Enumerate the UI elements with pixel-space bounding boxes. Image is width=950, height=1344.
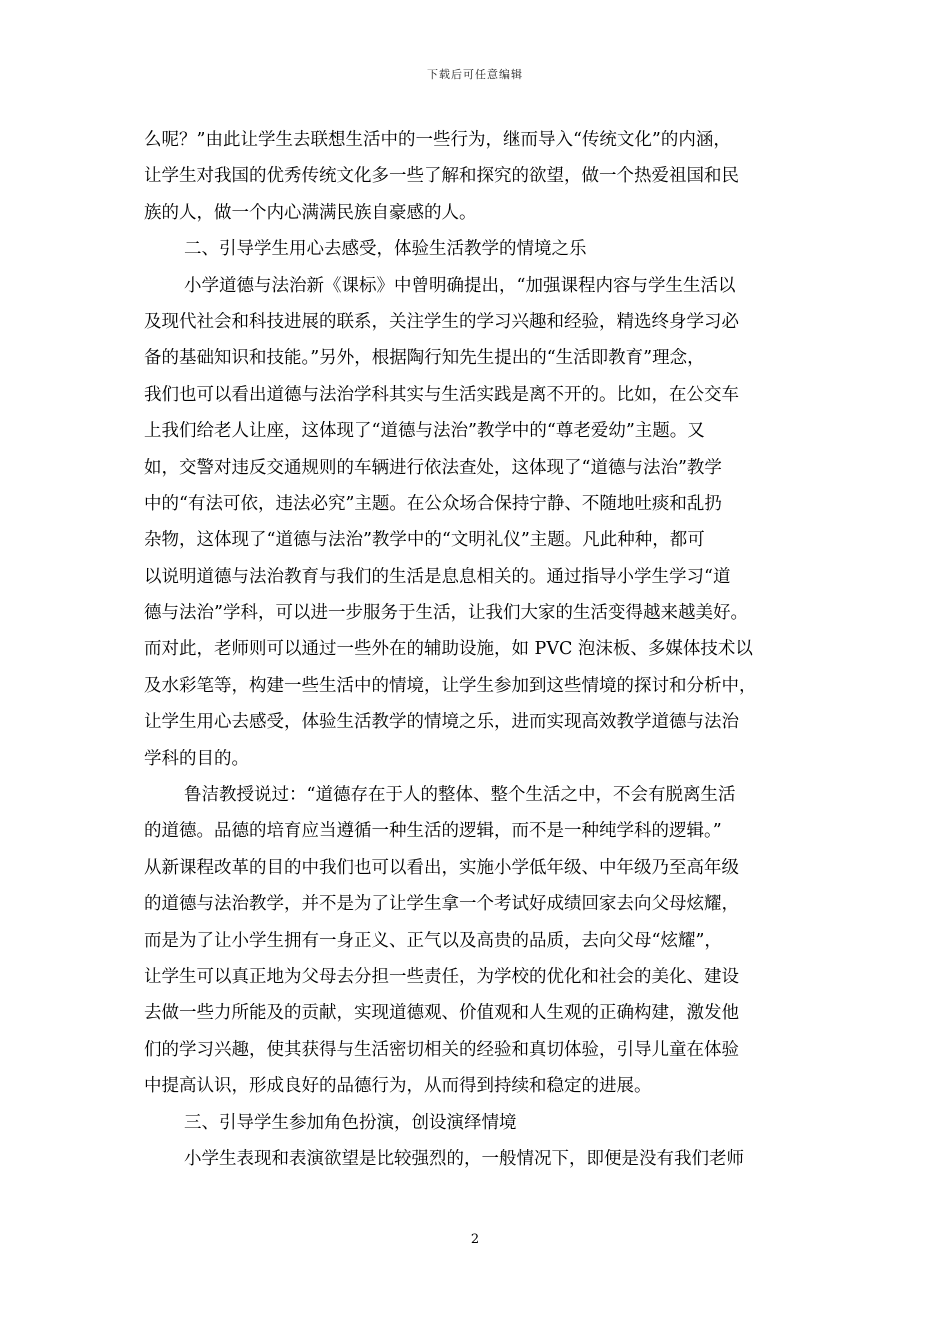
- text-line: 如，交警对违反交通规则的车辆进行依法查处，这体现了“道德与法治”教学: [144, 457, 722, 478]
- text-line: 的道德与法治教学，并不是为了让学生拿一个考试好成绩回家去向父母炫耀，: [144, 894, 739, 915]
- page-header: 下载后可任意编辑: [427, 68, 523, 81]
- text-line: 们的学习兴趣，使其获得与生活密切相关的经验和真切体验，引导儿童在体验: [144, 1039, 739, 1060]
- page-number: 2: [470, 1232, 480, 1247]
- text-line: 二、引导学生用心去感受，体验生活教学的情境之乐: [184, 239, 587, 260]
- text-line: 让学生可以真正地为父母去分担一些责任，为学校的优化和社会的美化、建设: [144, 966, 739, 987]
- text-line: 么呢？”由此让学生去联想生活中的一些行为，继而导入“传统文化”的内涵，: [144, 130, 731, 150]
- text-line: 小学生表现和表演欲望是比较强烈的，一般情况下，即便是没有我们老师: [184, 1148, 744, 1169]
- text-line: 让学生对我国的优秀传统文化多一些了解和探究的欲望，做一个热爱祖国和民: [144, 166, 739, 187]
- text-line: 德与法治”学科，可以进一步服务于生活，让我们大家的生活变得越来越美好。: [144, 603, 748, 624]
- text-line: 备的基础知识和技能。”另外，根据陶行知先生提出的“生活即教育”理念，: [144, 348, 705, 369]
- text-line: 的道德。品德的培育应当遵循一种生活的逻辑，而不是一种纯学科的逻辑。”: [144, 821, 722, 842]
- text-line: 我们也可以看出道德与法治学科其实与生活实践是离不开的。比如，在公交车: [144, 384, 739, 405]
- text-line: 学科的目的。: [144, 748, 249, 769]
- text-line: 从新课程改革的目的中我们也可以看出，实施小学低年级、中年级乃至高年级: [144, 857, 739, 878]
- text-line: 鲁洁教授说过：“道德存在于人的整体、整个生活之中，不会有脱离生活: [184, 785, 736, 806]
- text-line: 中的“有法可依，违法必究”主题。在公众场合保持宁静、不随地吐痰和乱扔: [144, 493, 722, 514]
- text-line: 让学生用心去感受，体验生活教学的情境之乐，进而实现高效教学道德与法治: [144, 712, 739, 733]
- text-line: 杂物，这体现了“道德与法治”教学中的“文明礼仪”主题。凡此种种，都可: [144, 530, 705, 551]
- text-line: 及水彩笔等，构建一些生活中的情境，让学生参加到这些情境的探讨和分析中，: [144, 675, 757, 696]
- text-line: 去做一些力所能及的贡献，实现道德观、价值观和人生观的正确构建，激发他: [144, 1003, 739, 1024]
- text-line: 小学道德与法治新《课标》中曾明确提出，“加强课程内容与学生生活以: [184, 275, 736, 296]
- text-line: 三、引导学生参加角色扮演，创设演绎情境: [184, 1112, 517, 1133]
- text-line: 族的人，做一个内心满满民族自豪感的人。: [144, 202, 477, 223]
- text-line: 以说明道德与法治教育与我们的生活是息息相关的。通过指导小学生学习“道: [144, 566, 731, 587]
- text-line: 中提高认识，形成良好的品德行为，从而得到持续和稳定的进展。: [144, 1076, 652, 1097]
- text-line: 而对此，老师则可以通过一些外在的辅助设施，如 PVC 泡沫板、多媒体技术以: [144, 639, 753, 660]
- document-body: [144, 122, 808, 1177]
- text-line: 上我们给老人让座，这体现了“道德与法治”教学中的“尊老爱幼”主题。又: [144, 421, 705, 442]
- text-line: 及现代社会和科技进展的联系，关注学生的学习兴趣和经验，精选终身学习必: [144, 311, 739, 332]
- text-line: 而是为了让小学生拥有一身正义、正气以及高贵的品质，去向父母“炫耀”，: [144, 930, 722, 951]
